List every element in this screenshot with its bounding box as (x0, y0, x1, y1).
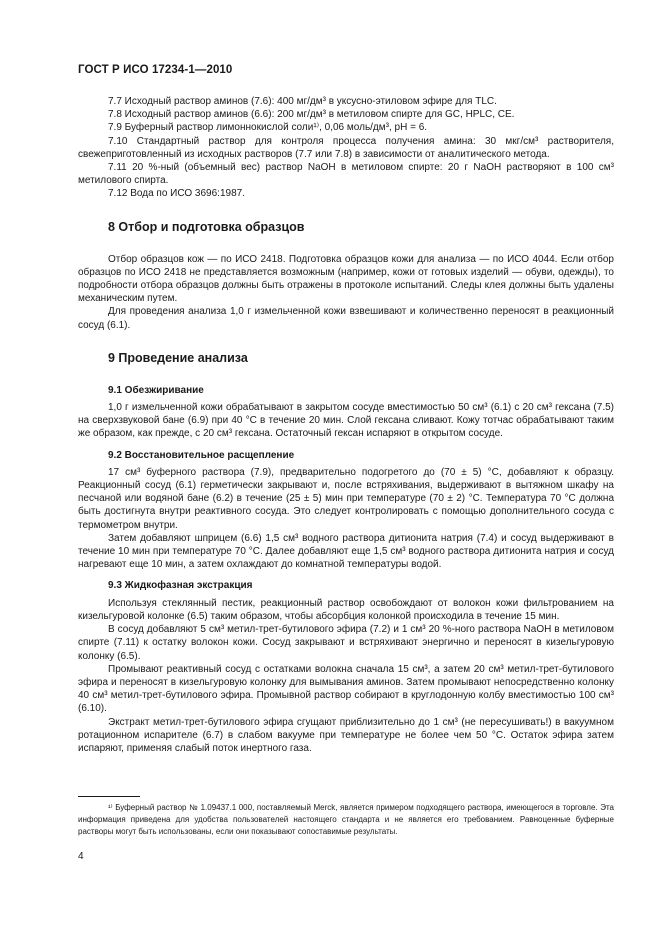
subsection-9-3-paragraph: Используя стеклянный пестик, реакционный раствор освобождают от волокон кожи фильтрованием на кизельгуровой колонке (6.5) таким образом, чтобы абсорбция колонкой происходила в течение 15 мин. (78, 597, 614, 622)
clause-7-8: 7.8 Исходный раствор аминов (6.6): 200 мг/дм³ в метиловом спирте для GC, HPLC, CE. (108, 109, 515, 121)
clause-7-11: 7.11 20 %-ный (объемный вес) раствор NaOH в метиловом спирте: 20 г NaOH растворяют в 100 см³ метилового спирта. (78, 162, 614, 187)
subsection-9-2-heading: 9.2 Восстановительное расщепление (108, 449, 295, 461)
footnote-text: ¹⁾ Буферный раствор № 1.09437.1 000, поставляемый Merck, является примером подходящего раствора, имеющегося в торговле. Эта информация приведена для удобства пользователей настоящего стандарта и не является его требованием. Равноценные буферные растворы могут быть использованы, если они показывают сопоставимые результаты. (78, 803, 614, 836)
footnote-separator (78, 796, 140, 797)
section-8-paragraph: Для проведения анализа 1,0 г измельченной кожи взвешивают и количественно переносят в реакционный сосуд (6.1). (78, 306, 614, 331)
document-body (78, 95, 614, 755)
standard-header: ГОСТ Р ИСО 17234-1—2010 (78, 64, 233, 76)
subsection-9-3-paragraph: Промывают реактивный сосуд с остатками волокна сначала 15 см³, а затем 20 см³ метил-трет-бутилового эфира и переносят в кизельгуровую колонку для вымывания аминов. Затем промывают непосредственно колонку 40 см³ метил-трет-бутилового эфира. Промывной раствор собирают в круглодонную колбу вместимостью 100 см³ (6.10). (78, 663, 614, 715)
section-8-paragraph: Отбор образцов кож — по ИСО 2418. Подготовка образцов кожи для анализа — по ИСО 4044. Если отбор образцов по ИСО 2418 не представляется возможным (например, кожи от готовых изделий — обуви, одежды), то подробности отбора образцов должны быть отражены в протоколе испытаний. Следы клея должны быть удалены механическим путем. (78, 253, 614, 305)
subsection-9-3-paragraph: В сосуд добавляют 5 см³ метил-трет-бутилового эфира (7.2) и 1 см³ 20 %-ного раствора NaOH в метиловом спирте (7.11) к остатку волокон кожи. Сосуд закрывают и встряхивают энергично и переносят в кизельгуровую колонку (6.5). (78, 624, 614, 662)
subsection-9-2-paragraph: Затем добавляют шприцем (6.6) 1,5 см³ водного раствора дитионита натрия (7.4) и сосуд выдерживают в течение 10 мин при температуре 70 °С. Далее добавляют еще 1,5 см³ водного раствора дитионита натрия и сосуд нагревают еще 10 мин, а затем охлаждают до комнатной температуры водой. (78, 532, 614, 571)
subsection-9-3-paragraph: Экстракт метил-трет-бутилового эфира сгущают приблизительно до 1 см³ (не пересушивать!) в вакуумном ротационном испарителе (6.7) в слабом вакууме при температуре не более чем 50 °С. Остаток эфира затем испаряют, применяя слабый поток инертного газа. (78, 716, 614, 754)
subsection-9-2-paragraph: 17 см³ буферного раствора (7.9), предварительно подогретого до (70 ± 5) °С, добавляют к образцу. Реакционный сосуд (6.1) герметически закрывают и, после встряхивания, выдерживают в вытяжном шкафу на песчаной или водяной бане (6.2) в течение (25 ± 5) мин при температуре (70 ± 2) °С. Температура 70 °С должна быть достигнута внутри реактивного сосуда. Это следует контролировать с помощью дополнительного сосуда с термометром внутри. (78, 466, 614, 531)
section-8-heading: 8 Отбор и подготовка образцов (108, 219, 305, 234)
clause-7-9: 7.9 Буферный раствор лимоннокислой соли¹⁾, 0,06 моль/дм³, pH = 6. (108, 122, 428, 134)
subsection-9-3-heading: 9.3 Жидкофазная экстракция (108, 580, 253, 592)
clause-7-7: 7.7 Исходный раствор аминов (7.6): 400 мг/дм³ в уксусно-этиловом эфире для TLC. (108, 96, 497, 107)
subsection-9-1-paragraph: 1,0 г измельченной кожи обрабатывают в закрытом сосуде вместимостью 50 см³ (6.1) с 20 см³ гексана (7.5) на сверхзвуковой бане (6.9) при 40 °С в течение 20 мин. Слой гексана сливают. Кожу тотчас обрабатывают таким же образом, как прежде, с 20 см³ гексана. Остаточный гексан испаряют в открытом сосуде. (78, 402, 614, 440)
clause-7-12: 7.12 Вода по ИСО 3696:1987. (108, 188, 245, 200)
clause-7-10: 7.10 Стандартный раствор для контроля процесса получения амина: 30 мкг/см³ растворителя, свежеприготовленный из исходных растворов (7.7 или 7.8) в зависимости от аналитического метода. (78, 135, 614, 160)
section-9-heading: 9 Проведение анализа (108, 350, 248, 365)
footnote (78, 802, 614, 837)
subsection-9-1-heading: 9.1 Обезжиривание (108, 384, 204, 396)
page-number: 4 (78, 851, 84, 862)
